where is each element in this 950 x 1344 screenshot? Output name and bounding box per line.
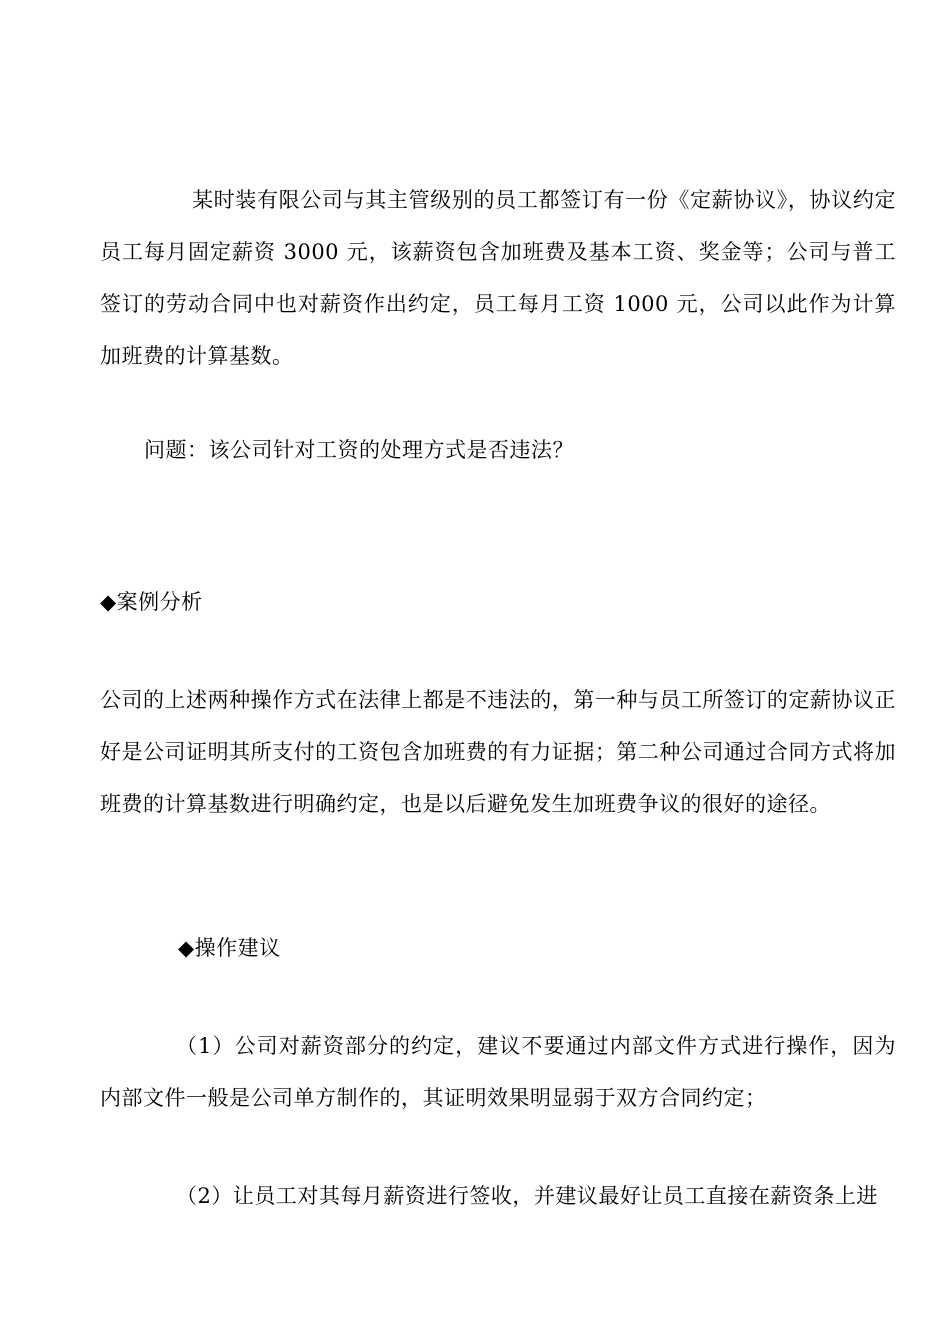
analysis-paragraph: 公司的上述两种操作方式在法律上都是不违法的，第一种与员工所签订的定薪协议正好是公司证明其所支付的工资包含加班费的有力证据；第二种公司通过合同方式将加班费的计算基数进行明确约定，也是以后避免发生加班费争议的很好的途径。 bbox=[100, 688, 896, 816]
question-paragraph: 问题：该公司针对工资的处理方式是否违法？ bbox=[144, 438, 574, 462]
analysis-heading: ◆案例分析 bbox=[100, 590, 203, 614]
advice-item-2: （2）让员工对其每月薪资进行签收，并建议最好让员工直接在薪资条上进 bbox=[176, 1184, 878, 1208]
case-paragraph: 某时装有限公司与其主管级别的员工都签订有一份《定薪协议》，协议约定员工每月固定薪资 3000 元，该薪资包含加班费及基本工资、奖金等；公司与普工签订的劳动合同中也对薪资作出约定，员工每月工资 1000 元，公司以此作为计算加班费的计算基数。 bbox=[100, 188, 896, 368]
advice-item-1: （1）公司对薪资部分的约定，建议不要通过内部文件方式进行操作，因为内部文件一般是公司单方制作的，其证明效果明显弱于双方合同约定； bbox=[100, 1034, 896, 1110]
advice-heading: ◆操作建议 bbox=[178, 936, 281, 960]
